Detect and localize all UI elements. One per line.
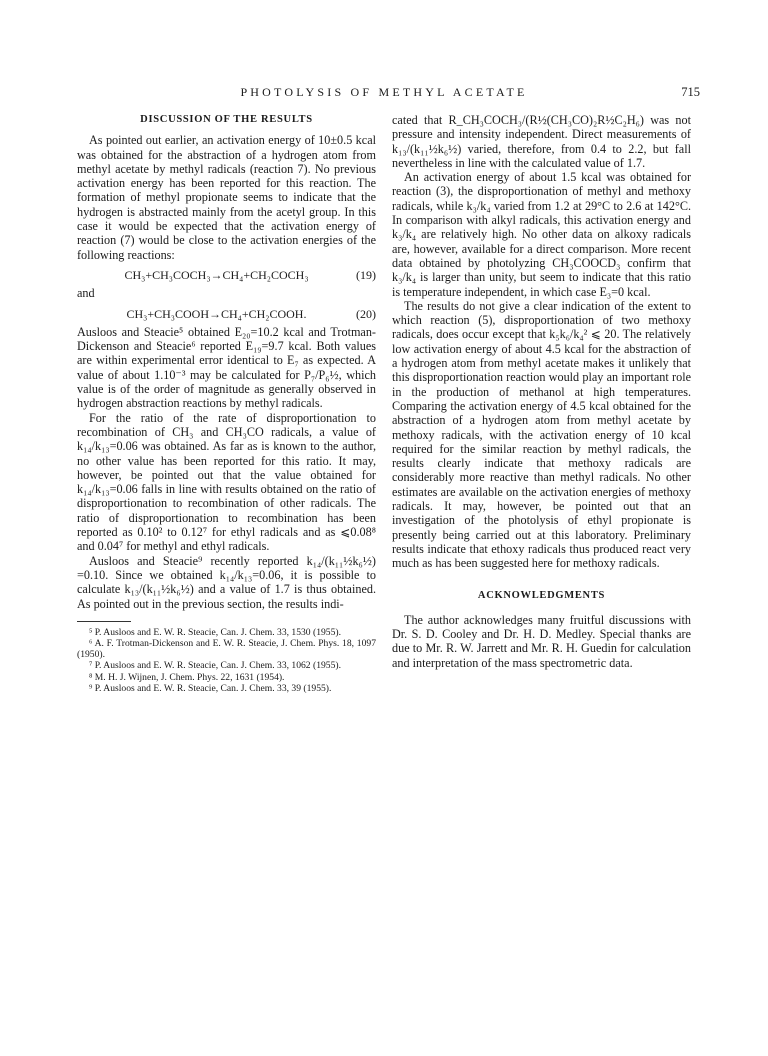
- discussion-paragraph-2: Ausloos and Steacie⁵ obtained E₂₀=10.2 kcal and Trotman-Dickenson and Steacie⁶ reported E₁₉=9.7 kcal. Both values are within experimental error identical to E₇ as expected. A value of about 1.10⁻³ may be calculated for P₇/P₆½, which value is of the order of magnitude as generally observed in hydrogen abstraction reactions by methyl radicals.: [77, 324, 376, 411]
- equation-20: [77, 307, 376, 321]
- equation-19-number: (19): [356, 267, 376, 282]
- equation-connector: and: [77, 286, 95, 301]
- left-column: [77, 113, 376, 694]
- running-head: [0, 85, 768, 103]
- footnote: ⁸ M. H. J. Wijnen, J. Chem. Phys. 22, 1631 (1954).: [89, 671, 285, 683]
- acknowledgments-heading: ACKNOWLEDGMENTS: [477, 589, 606, 601]
- equation-20-number: (20): [356, 306, 376, 321]
- footnote: ⁶ A. F. Trotman-Dickenson and E. W. R. Steacie, J. Chem. Phys. 18, 1097 (1950).: [77, 638, 376, 661]
- discussion-paragraph-1: As pointed out earlier, an activation energy of 10±0.5 kcal was obtained for the abstraction of a hydrogen atom from methyl acetate by methyl radicals (reaction 7). No previous activation energy has been reported for this reaction. The formation of methyl propionate seems to indicate that the hydrogen is abstracted mainly from the acetyl group. In this case it would be expected that the activation energy of reaction (7) would be close to the activation energies of the following reactions:: [77, 133, 376, 262]
- discussion-paragraph-3: For the ratio of the rate of disproportionation to recombination of CH₃ and CH₃CO radicals, a value of k₁₄/k₁₃=0.06 was obtained. As far as is known to the author, no other value has been reported for this ratio. It may, however, be pointed out that the value obtained for k₁₄/k₁₃=0.06 falls in line with results obtained on the ratio of disproportionation to recombination of other radicals. The ratio of disproportionation to recombination has been reported as 0.10² to 0.12⁷ for ethyl radicals and as ⩽0.08⁸ and 0.04⁷ for methyl and ethyl radicals.: [77, 410, 376, 554]
- acknowledgments-paragraph: The author acknowledges many fruitful discussions with Dr. S. D. Cooley and Dr. H. D. Medley. Special thanks are due to Mr. R. W. Jarrett and Mr. R. H. Guedin for calculation and interpretation of the mass spectrometric data.: [392, 612, 691, 670]
- page-number: 715: [681, 85, 700, 99]
- discussion-paragraph-4: Ausloos and Steacie⁹ recently reported k₁₄/(k₁₁½k₆½) =0.10. Since we obtained k₁₄/k₁₃=0.06, it is possible to calculate k₁₃/(k₁₁½k₆½) and a value of 1.7 is thus obtained. As pointed out in the previous section, the results indi-: [77, 553, 376, 611]
- footnote: ⁹ P. Ausloos and E. W. R. Steacie, Can. J. Chem. 33, 39 (1955).: [89, 682, 332, 694]
- footnote: ⁵ P. Ausloos and E. W. R. Steacie, Can. J. Chem. 33, 1530 (1955).: [89, 626, 341, 638]
- running-title: PHOTOLYSIS OF METHYL ACETATE: [240, 85, 528, 99]
- footnote-rule: [77, 621, 131, 622]
- discussion-paragraph-7: The results do not give a clear indication of the extent to which reaction (5), disproportionation of two methoxy radicals, does occur except that k₅k₆/k₄² ⩽ 20. The relatively low activation energy of about 4.5 kcal for the abstraction of a hydrogen atom from methyl acetate makes it unlikely that this disproportionation reaction would play an important role in the production of methanol at high temperatures. Comparing the activation energy of 4.5 kcal obtained for the abstraction of a hydrogen atom from methyl acetate by methoxy radicals, with the activation energy of 10 kcal required for the similar reaction by methyl radicals, the results clearly indicate that methoxy radicals are considerably more reactive than methyl radicals. No other estimates are available on the activation energies of methoxy radicals. It may, however, be pointed out that an investigation of the photolysis of ethyl propionate is presently being carried out at this laboratory. Preliminary results indicate that ethoxy radicals thus produced react very much as has been suggested here for methoxy radicals.: [392, 298, 691, 571]
- discussion-heading: DISCUSSION OF THE RESULTS: [140, 114, 313, 125]
- right-column: [392, 113, 691, 670]
- footnotes: [77, 627, 376, 694]
- equation-20-body: CH₃+CH₃COOH→CH₄+CH₂COOH.: [126, 306, 307, 321]
- discussion-paragraph-5: cated that R_CH₃COCH₃/(R½(CH₃CO)₂R½C₂H₆) was not pressure and intensity independent. Direct measurements of k₁₃/(k₁₁½k₆½) varied, therefore, from 0.4 to 2.2, but fall nevertheless in line with the calculated value of 1.7.: [392, 113, 691, 170]
- equation-19-body: CH₃+CH₃COCH₃→CH₄+CH₂COCH₃: [124, 267, 309, 282]
- equation-19: [77, 268, 376, 282]
- discussion-paragraph-6: An activation energy of about 1.5 kcal was obtained for reaction (3), the disproportionation of methyl and methoxy radicals, while k₃/k₄ varied from 1.2 at 29°C to 2.6 at 142°C. In comparison with alkyl radicals, this activation energy and k₃/k₄ are relatively high. No other data on alkoxy radicals are, however, available for a direct comparison. More recent data obtained by photolyzing CH₃COOCD₃ confirm that k₃/k₄ is larger than unity, but seem to indicate that this ratio is temperature independent, in which case E₃=0 kcal.: [392, 170, 691, 299]
- footnote: ⁷ P. Ausloos and E. W. R. Steacie, Can. J. Chem. 33, 1062 (1955).: [89, 660, 341, 672]
